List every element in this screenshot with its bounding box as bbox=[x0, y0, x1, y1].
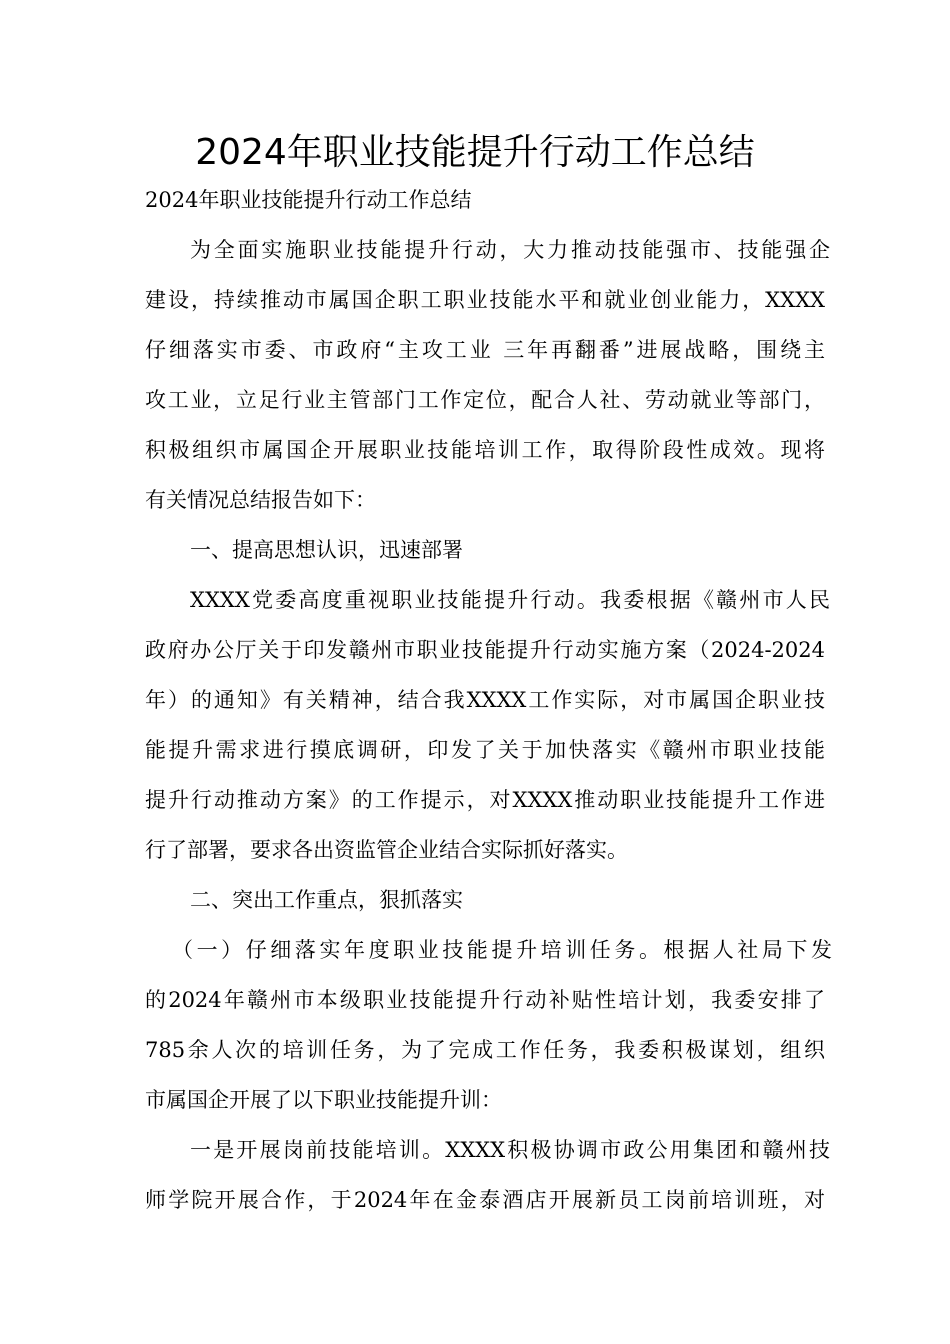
paragraph-line: 行了部署，要求各出资监管企业结合实际抓好落实。 bbox=[145, 838, 628, 862]
paragraph-line: 为全面实施职业技能提升行动，大力推动技能强市、技能强企 bbox=[190, 238, 830, 262]
section-heading: 一、提高思想认识，迅速部署 bbox=[190, 538, 463, 562]
paragraph-line: 有关情况总结报告如下： bbox=[145, 488, 376, 512]
paragraph-line: 提升行动推动方案》的工作提示，对XXXX推动职业技能提升工作进 bbox=[145, 788, 825, 812]
paragraph-line: 积极组织市属国企开展职业技能培训工作，取得阶段性成效。现将 bbox=[145, 438, 825, 462]
paragraph-line: 市属国企开展了以下职业技能提升训： bbox=[145, 1088, 502, 1112]
paragraph-line: 师学院开展合作，于2024年在金泰酒店开展新员工岗前培训班，对 bbox=[145, 1188, 825, 1212]
document-title: 2024年职业技能提升行动工作总结 bbox=[195, 132, 755, 173]
section-heading: 二、突出工作重点，狠抓落实 bbox=[190, 888, 463, 912]
paragraph-line: 仔细落实市委、市政府“主攻工业 三年再翻番”进展战略，围绕主 bbox=[145, 338, 825, 362]
paragraph-line: 攻工业，立足行业主管部门工作定位，配合人社、劳动就业等部门， bbox=[145, 388, 825, 412]
paragraph-line: 785余人次的培训任务，为了完成工作任务，我委积极谋划，组织 bbox=[145, 1038, 825, 1062]
paragraph-line: 能提升需求进行摸底调研，印发了关于加快落实《赣州市职业技能 bbox=[145, 738, 825, 762]
paragraph-line: 建设，持续推动市属国企职工职业技能水平和就业创业能力，XXXX bbox=[145, 288, 825, 312]
paragraph-line: 的2024年赣州市本级职业技能提升行动补贴性培计划，我委安排了 bbox=[145, 988, 825, 1012]
paragraph-line: XXXX党委高度重视职业技能提升行动。我委根据《赣州市人民 bbox=[190, 588, 830, 612]
paragraph-line: 年）的通知》有关精神，结合我XXXX工作实际，对市属国企职业技 bbox=[145, 688, 825, 712]
subsection-line: （一）仔细落实年度职业技能提升培训任务。根据人社局下发 bbox=[172, 938, 832, 962]
paragraph-line: 政府办公厅关于印发赣州市职业技能提升行动实施方案（2024-2024 bbox=[145, 638, 825, 662]
document-subtitle: 2024年职业技能提升行动工作总结 bbox=[145, 188, 472, 212]
paragraph-line: 一是开展岗前技能培训。XXXX积极协调市政公用集团和赣州技 bbox=[190, 1138, 830, 1162]
